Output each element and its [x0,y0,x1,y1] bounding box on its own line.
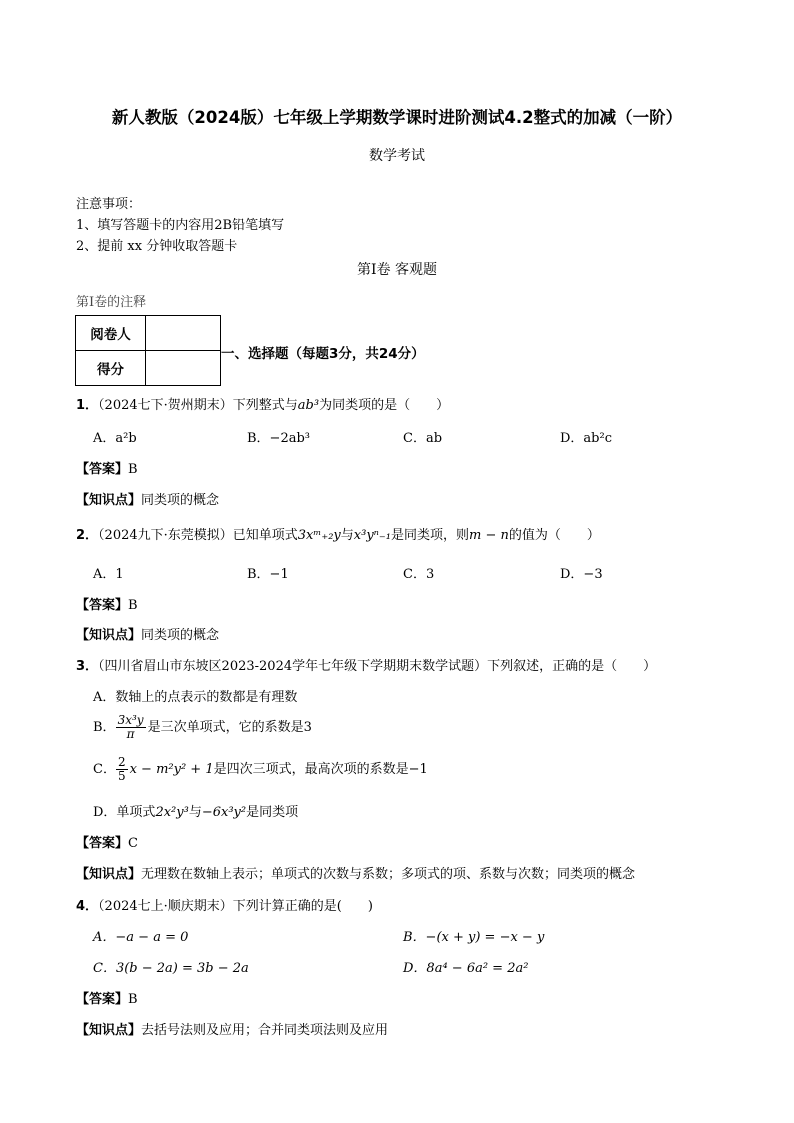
notice-item-2: 2、提前 xx 分钟收取答题卡 [76,239,238,254]
question-2-stem: 2．（2024九下·东莞模拟）已知单项式3xᵐ₊₂y与x³yⁿ₋₁是同类项，则m − n的值为（ ） [76,528,600,543]
question-1-option-d: D．ab²c [560,431,612,446]
question-3-option-d: D．单项式2x²y³与−6x³y²是同类项 [93,805,299,820]
notice-heading: 注意事项： [76,197,142,212]
section-heading: 第Ⅰ卷 客观题 [357,262,437,278]
question-4-option-c: C．3(b − 2a) = 3b − 2a [93,961,249,976]
score-cell [146,351,221,386]
question-number: 1． [76,398,99,413]
question-1-option-b: B．−2ab³ [247,431,311,446]
question-1-stem: 1．（2024七下·贺州期末）下列整式与ab³为同类项的是（ ） [76,398,450,413]
question-4-knowledge: 【知识点】去括号法则及应用；合并同类项法则及应用 [76,1023,389,1038]
question-4-option-a: A．−a − a = 0 [93,930,189,945]
score-label: 得分 [76,351,146,386]
fraction: $\frac{2}{5}$ [117,755,126,784]
question-2-option-b: B．−1 [247,567,289,582]
fraction: $\frac{\text{3x³y}}{\pi}$ [117,713,144,742]
question-2-option-c: C．3 [403,567,435,582]
notice-item-1: 1、填写答题卡的内容用2B铅笔填写 [76,218,285,233]
question-4-answer: 【答案】B [76,992,138,1007]
question-3-option-c: C． $\frac{2}{5}$ x − m²y² + 1是四次三项式，最高次项的系数是−1 [93,755,428,784]
section-note: 第Ⅰ卷的注释 [76,295,147,310]
question-1-option-a: A．a²b [93,431,137,446]
document-title: 新人教版（2024版）七年级上学期数学课时进阶测试4.2整式的加减（一阶） [111,108,683,127]
question-2-option-d: D．−3 [560,567,603,582]
question-3-option-a: A．数轴上的点表示的数都是有理数 [93,690,298,705]
document-subtitle: 数学考试 [369,148,425,164]
question-2-answer: 【答案】B [76,598,138,613]
question-4-option-d: D．8a⁴ − 6a² = 2a² [403,961,529,976]
question-4-stem: 4．（2024七上·顺庆期末）下列计算正确的是( ) [76,899,373,914]
question-2-option-a: A．1 [93,567,124,582]
question-1-answer: 【答案】B [76,462,138,477]
question-1-option-c: C．ab [403,431,443,446]
part-heading: 一、选择题（每题3分，共24分） [221,346,425,362]
question-3-option-b: B． $\frac{\text{3x³y}}{\pi}$ 是三次单项式，它的系数是3 [93,713,312,742]
score-table [75,315,221,386]
question-3-knowledge: 【知识点】无理数在数轴上表示；单项式的次数与系数；多项式的项、系数与次数；同类项的概念 [76,867,636,882]
question-3-answer: 【答案】C [76,836,138,851]
reviewer-label: 阅卷人 [76,316,146,351]
reviewer-cell [146,316,221,351]
question-1-knowledge: 【知识点】同类项的概念 [76,493,220,508]
question-4-option-b: B．−(x + y) = −x − y [403,930,545,945]
question-3-stem: 3．（四川省眉山市东坡区2023-2024学年七年级下学期期末数学试题）下列叙述，正确的是（ ） [76,659,657,674]
question-2-knowledge: 【知识点】同类项的概念 [76,628,220,643]
